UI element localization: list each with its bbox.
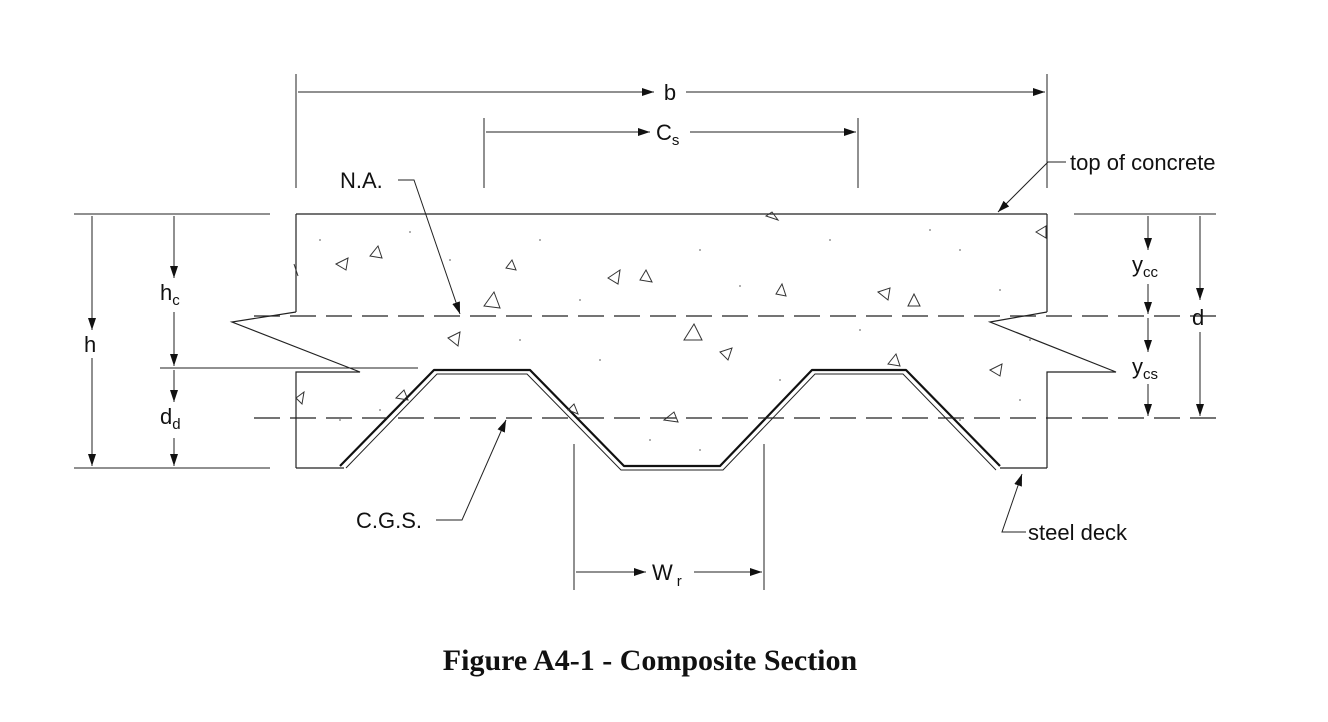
label-top-of-concrete: top of concrete xyxy=(1070,150,1216,175)
steel-deck xyxy=(340,370,1000,470)
label-hc: $h_c$ xyxy=(160,280,180,309)
na-leader xyxy=(340,168,460,314)
right-break-line xyxy=(990,312,1116,468)
label-na: N.A. xyxy=(340,168,383,193)
dimension-cs xyxy=(486,120,856,149)
dimension-h xyxy=(84,216,96,466)
label-cs: $C_s$ xyxy=(656,120,680,149)
dimension-ycs xyxy=(1132,318,1158,416)
aggregate-marks xyxy=(294,212,1046,422)
label-b: b xyxy=(663,80,677,105)
dimension-hc xyxy=(160,216,180,366)
label-ycc: $y_{cc}$ xyxy=(1132,252,1158,281)
steel-deck-leader xyxy=(1002,474,1128,545)
label-steel-deck: steel deck xyxy=(1028,520,1128,545)
dimension-b xyxy=(298,80,1045,105)
label-ycs: $y_{cs}$ xyxy=(1132,354,1158,383)
concrete-slab xyxy=(232,214,1116,468)
label-d: d xyxy=(1192,305,1205,330)
dimension-wr xyxy=(576,560,762,590)
extension-lines xyxy=(74,74,1216,590)
figure-caption: Figure A4-1 - Composite Section xyxy=(442,644,858,677)
cgs-leader xyxy=(356,420,506,533)
label-dd: $d_d$ xyxy=(160,404,181,433)
label-h: h xyxy=(84,332,97,357)
dimension-ycc xyxy=(1132,216,1159,314)
top-of-concrete-leader xyxy=(998,150,1216,212)
left-break-line xyxy=(232,312,360,468)
dimension-dd xyxy=(160,370,181,466)
dimension-d xyxy=(1192,216,1204,416)
label-wr: W $_r$ xyxy=(652,560,682,590)
label-cgs: C.G.S. xyxy=(356,508,423,533)
steel-deck-profile-inner xyxy=(346,374,996,470)
